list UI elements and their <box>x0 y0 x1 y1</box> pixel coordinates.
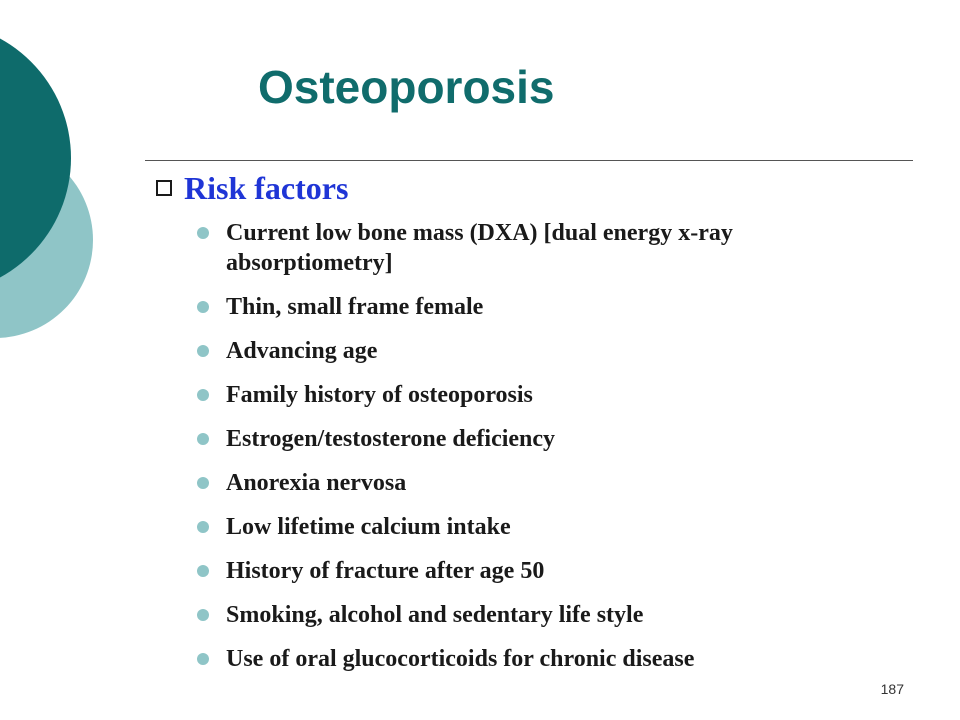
round-dot-bullet-icon <box>197 653 209 665</box>
list-item <box>193 218 866 278</box>
round-dot-bullet-icon <box>197 433 209 445</box>
round-dot-bullet-icon <box>197 389 209 401</box>
list-item-text: Thin, small frame female <box>226 294 484 320</box>
decorative-circles <box>0 0 120 400</box>
list-item <box>193 424 893 454</box>
round-dot-bullet-icon <box>197 345 209 357</box>
list-item-text: Estrogen/testosterone deficiency <box>226 426 556 452</box>
hollow-square-bullet-icon <box>155 179 173 197</box>
round-dot-bullet-icon <box>197 521 209 533</box>
list-item-text: Smoking, alcohol and sedentary life style <box>226 602 644 628</box>
list-item <box>193 512 893 542</box>
round-dot-bullet-icon <box>197 477 209 489</box>
slide-title: Osteoporosis <box>258 61 555 113</box>
title-divider <box>145 160 913 161</box>
list-item-text: Anorexia nervosa <box>226 470 407 496</box>
slide-number: 187 <box>880 681 904 697</box>
list-item <box>193 292 893 322</box>
list-item-text: History of fracture after age 50 <box>226 558 545 584</box>
risk-factors-section <box>155 166 915 210</box>
round-dot-bullet-icon <box>197 301 209 313</box>
list-item-text: Family history of osteoporosis <box>226 382 533 408</box>
list-item <box>193 468 893 498</box>
round-dot-bullet-icon <box>197 565 209 577</box>
list-item <box>193 600 893 630</box>
list-item-text: Advancing age <box>226 338 378 364</box>
list-item-text: Low lifetime calcium intake <box>226 514 511 540</box>
list-item-text: Current low bone mass (DXA) [dual energy x-ray absorptiometry] <box>226 220 733 276</box>
list-item <box>193 644 893 674</box>
list-item <box>193 336 893 366</box>
list-item <box>193 556 893 586</box>
section-heading: Risk factors <box>184 170 349 206</box>
round-dot-bullet-icon <box>197 227 209 239</box>
round-dot-bullet-icon <box>197 609 209 621</box>
list-item-text: Use of oral glucocorticoids for chronic disease <box>226 646 695 672</box>
risk-factor-list <box>193 218 893 688</box>
list-item <box>193 380 893 410</box>
